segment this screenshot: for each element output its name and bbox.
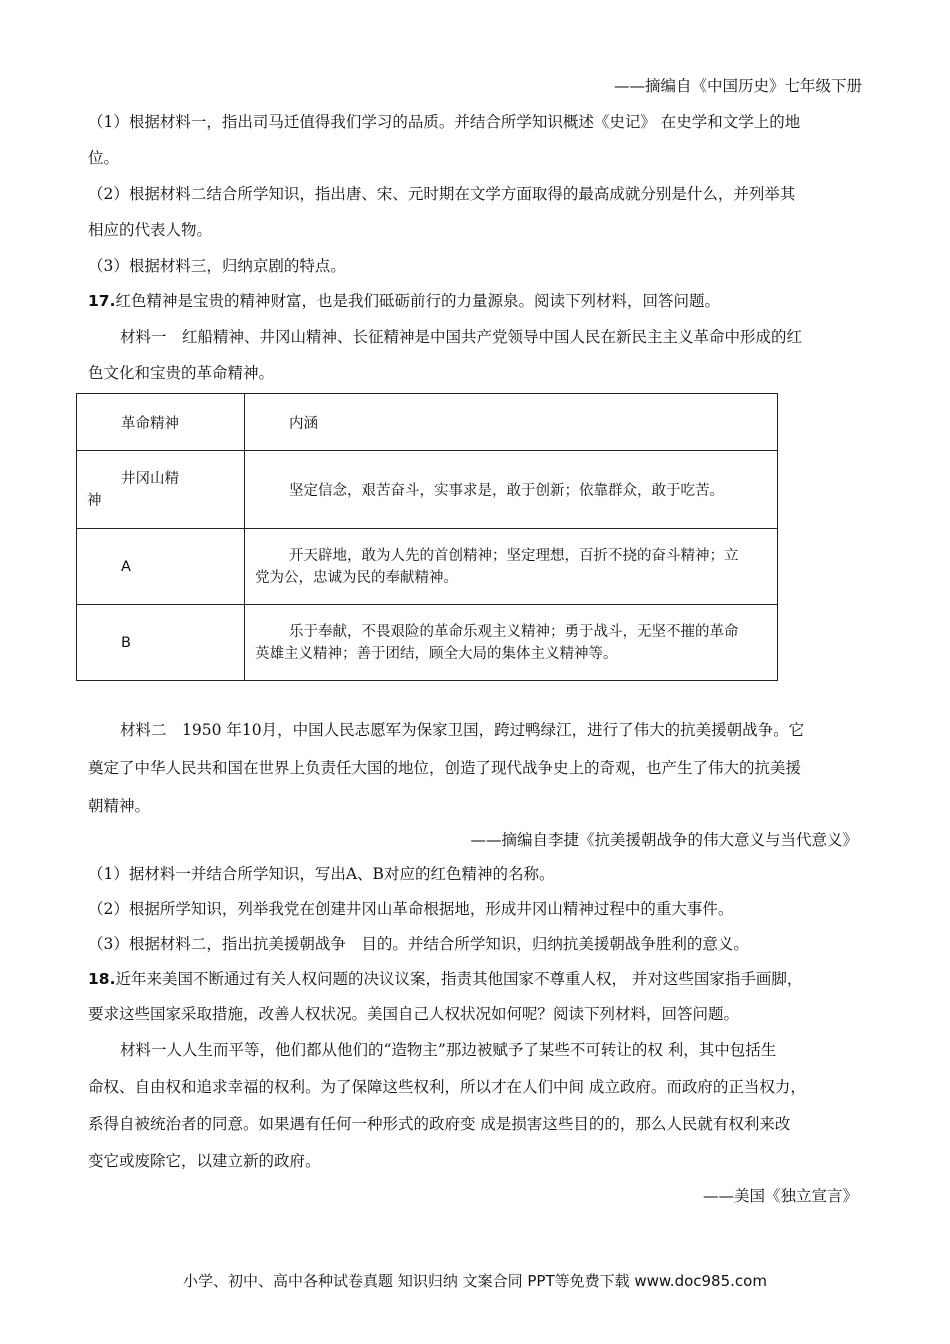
- q17-sub1: （1）据材料一并结合所学知识，写出A、B对应的红色精神的名称。: [88, 865, 555, 883]
- q16-sub1-line2: 位。: [88, 149, 120, 167]
- page-footer: 小学、初中、高中各种试卷真题 知识归纳 文案合同 PPT等免费下载 www.doc985.com: [183, 1272, 767, 1290]
- q18-number: 18.: [88, 970, 116, 988]
- table-row: [77, 451, 778, 529]
- q18-stem-text: 近年来美国不断通过有关人权问题的决议议案，指责其他国家不尊重人权， 并对这些国家指手画脚，: [115, 970, 803, 988]
- q17-stem-text: 红色精神是宝贵的精神财富，也是我们砥砺前行的力量源泉。阅读下列材料，回答问题。: [115, 292, 720, 310]
- q17-number: 17.: [88, 292, 116, 310]
- q16-sub3: （3）根据材料三，归纳京剧的特点。: [88, 257, 346, 275]
- source-line-textbook: ——摘编自《中国历史》七年级下册: [613, 77, 862, 95]
- header-spirit: 革命精神: [77, 394, 245, 451]
- q16-sub2-line1: （2）根据材料二结合所学知识，指出唐、宋、元时期在文学方面取得的最高成就分别是什么，并列举其: [88, 185, 796, 203]
- source-line-lijie: ——摘编自李捷《抗美援朝战争的伟大意义与当代意义》: [470, 831, 858, 849]
- q18-material1-line1: 材料一人人生而平等，他们都从他们的“造物主”那边被赋予了某些不可转让的权 利，其中包括生: [120, 1041, 777, 1059]
- q17-material2-line1: 材料二 1950 年10月，中国人民志愿军为保家卫国，跨过鸭绿江，进行了伟大的抗美援朝战争。它: [120, 721, 805, 739]
- row-name-line1: 井冈山精: [121, 470, 179, 487]
- header-content: 内涵: [245, 394, 778, 451]
- row-content: [245, 529, 778, 605]
- q17-stem: [88, 291, 720, 311]
- q17-material1-line2: 色文化和宝贵的革命精神。: [88, 364, 275, 382]
- row-name: B: [77, 605, 245, 681]
- q16-sub2-line2: 相应的代表人物。: [88, 221, 213, 239]
- q18-stem-line1: [88, 969, 802, 989]
- row-content: [245, 605, 778, 681]
- q17-material2-line2: 奠定了中华人民共和国在世界上负责任大国的地位，创造了现代战争史上的奇观，也产生了伟大的抗美援: [88, 759, 802, 777]
- row-name: [77, 451, 245, 529]
- q18-material1-line4: 变它或废除它，以建立新的政府。: [88, 1152, 321, 1170]
- q17-sub3: （3）根据材料二，指出抗美援朝战争 目的。并结合所学知识，归纳抗美援朝战争胜利的意义。: [88, 935, 749, 953]
- row-name: A: [77, 529, 245, 605]
- q17-material1-line1: 材料一 红船精神、井冈山精神、长征精神是中国共产党领导中国人民在新民主主义革命中形成的红: [120, 328, 803, 346]
- q16-sub1-line1: （1）根据材料一，指出司马迁值得我们学习的品质。并结合所学知识概述《史记》 在史学和文学上的地: [88, 113, 801, 131]
- q17-material2-line3: 朝精神。: [88, 797, 151, 815]
- row-content: 坚定信念，艰苦奋斗，实事求是，敢于创新；依靠群众，敢于吃苦。: [245, 451, 778, 529]
- revolutionary-spirit-table: [76, 393, 778, 681]
- q18-material1-line2: 命权、自由权和追求幸福的权利。为了保障这些权利，所以才在人们中间 成立政府。而政府的正当权力，: [88, 1078, 806, 1096]
- table-row: [77, 605, 778, 681]
- row-content-line2: 党为公，忠诚为民的奉献精神。: [255, 569, 458, 586]
- q18-stem-line2: 要求这些国家采取措施，改善人权状况。美国自己人权状况如何呢？阅读下列材料，回答问题。: [88, 1005, 740, 1023]
- q17-sub2: （2）根据所学知识，列举我党在创建井冈山革命根据地，形成井冈山精神过程中的重大事件。: [88, 900, 734, 918]
- row-name-line2: 神: [87, 492, 102, 509]
- row-content-line2: 英雄主义精神；善于团结，顾全大局的集体主义精神等。: [255, 645, 618, 662]
- q18-material1-line3: 系得自被统治者的同意。如果遇有任何一种形式的政府变 成是损害这些目的的，那么人民就有权利来改: [88, 1115, 791, 1133]
- row-content-line1: 开天辟地，敢为人先的首创精神；坚定理想，百折不挠的奋斗精神；立: [289, 547, 739, 564]
- source-line-declaration: ——美国《独立宣言》: [702, 1187, 858, 1205]
- table-row: [77, 529, 778, 605]
- row-content-line1: 乐于奉献，不畏艰险的革命乐观主义精神；勇于战斗，无坚不摧的革命: [289, 623, 739, 640]
- table-header-row: [77, 394, 778, 451]
